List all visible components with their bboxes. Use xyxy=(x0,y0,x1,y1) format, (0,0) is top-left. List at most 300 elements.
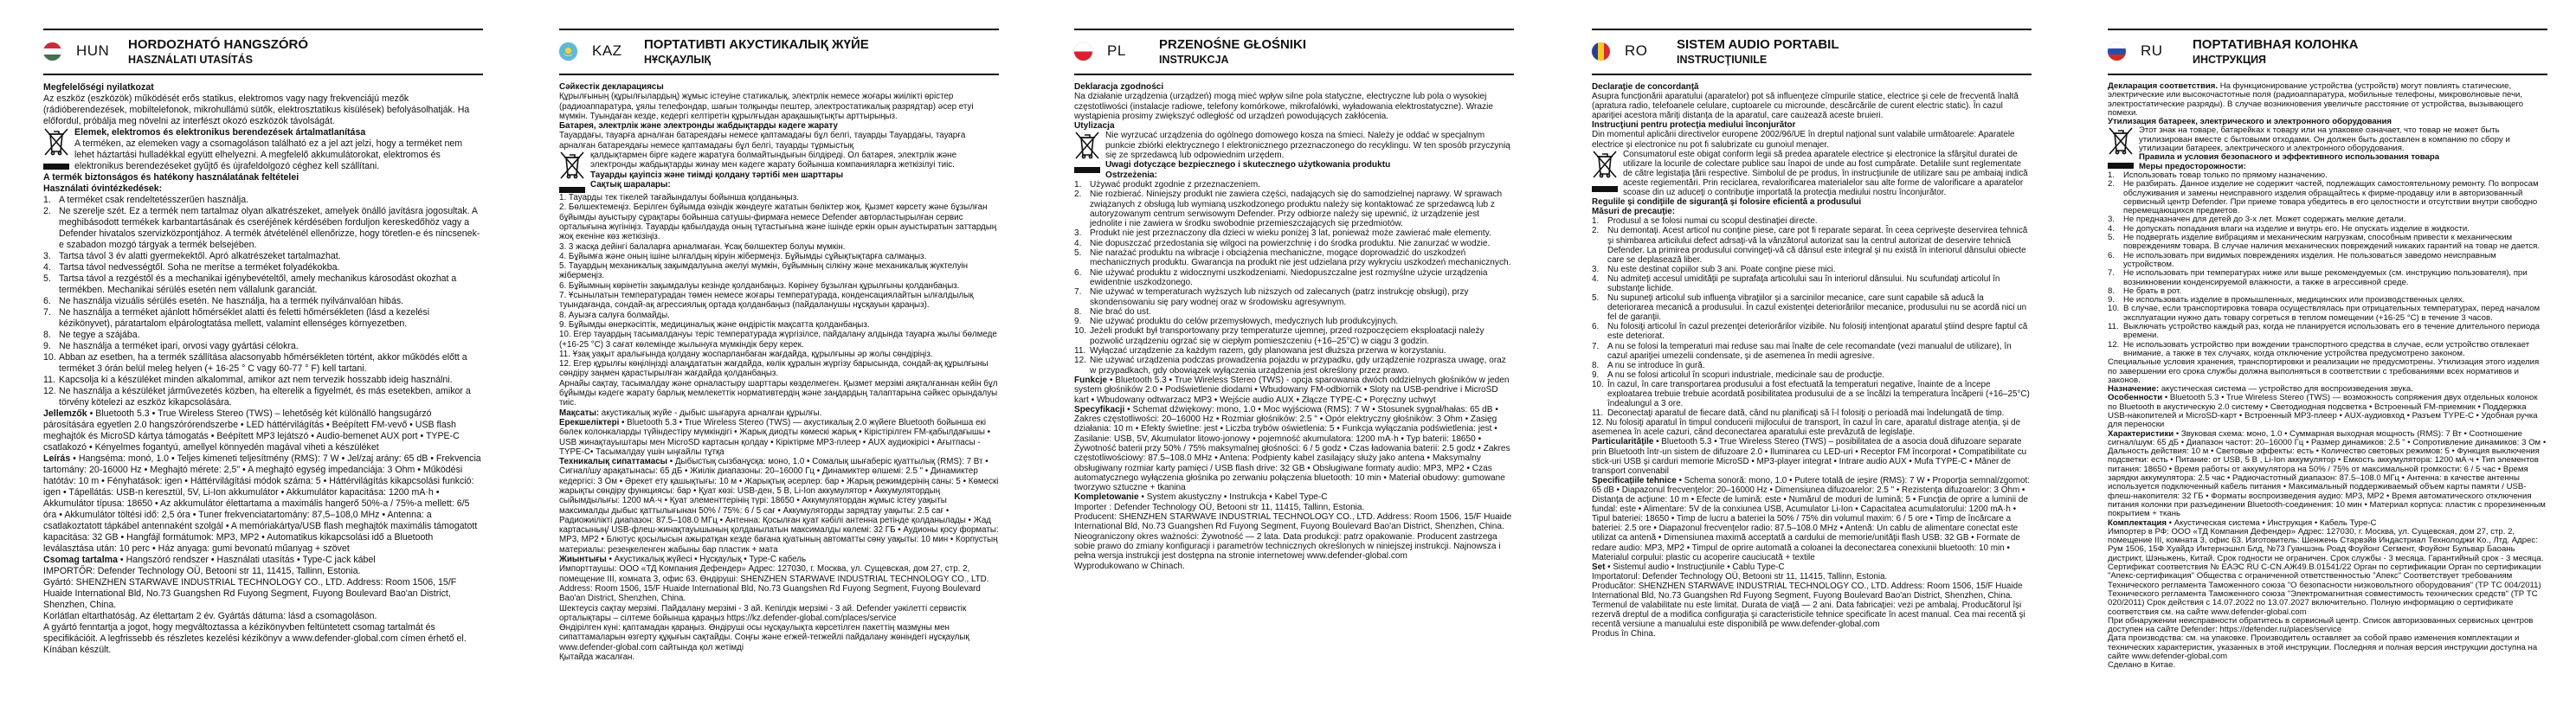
list-text: Produsul a se folosi numai cu scopul destinaţiei directe. xyxy=(1607,216,1818,227)
list-number: 4. xyxy=(2108,223,2116,234)
disposal-text xyxy=(1105,131,1514,179)
list-item xyxy=(1592,370,2032,380)
list-text: Tartsa távol nedvességtől. Soha ne merítse a terméket folyadékokba. xyxy=(59,262,340,273)
paragraph-text: Тауардағы, тауарға арналған батареядағы немесе қаптамадағы бұл белгі, тауарды Тауардағы, тауарға арналған батареядағы немесе қаптамадағы бұл белгі, тауарды тұрмыстық xyxy=(559,131,966,151)
disposal-text xyxy=(1623,150,2032,197)
paragraph xyxy=(559,457,999,555)
list-text: Nu admiteţi accesul umidităţii pe suprafaţa articolului sau în interiorul dânsului. Nu scufundaţi articolul în substanţe lichide. xyxy=(1607,273,2000,293)
list-item xyxy=(1074,356,1514,376)
paragraph-text: • Bluetooth 5.3 • True Wireless Stereo (TWS) - opcja sparowania dwóch oddzielnych głośników w jeden system głośników 2.0 • Podświetlenie diodami • Wbudowany FM-odbiornik • Sloty na USB-pendrive i MicroSD kart • Wbudowany odtwarzacz MP3 • Wejście audio AUX • Złącze TYPE-C • Poręczny uchwyt xyxy=(1074,375,1510,405)
paragraph xyxy=(559,330,999,350)
list-item xyxy=(1592,226,2032,264)
list-text: Не использовать изделие в промышленных, медицинских или производственных целях. xyxy=(2123,295,2465,305)
list-item xyxy=(43,352,483,375)
list-text: A nu se introduce în gură. xyxy=(1607,360,1705,370)
list-text: Abban az esetben, ha a termék szállítása alacsonyabb hőmérsékleten történt, akkor működés előtt a terméket 3 órán belül meleg helyen (+ 16-25 ° C vagy 60-77 ° F) kell tartani. xyxy=(59,352,467,374)
list-number: 4. xyxy=(43,262,51,273)
header-rule-top xyxy=(1592,29,2032,30)
list-text: Не подвергать изделие вибрациям и механическим нагрузкам, способным привести к механическим повреждениям товара. В случае наличия механических повреждений никаких гарантий на товар не дается. xyxy=(2123,233,2541,252)
list-number: 8. xyxy=(1074,306,1082,317)
list-item xyxy=(1074,190,1514,228)
paragraph-label: Жиынтығы xyxy=(559,555,607,565)
paragraph xyxy=(43,408,483,453)
weee-crossed-bin-icon xyxy=(559,151,590,193)
section-heading: Меры предосторожности: xyxy=(2139,161,2246,171)
list-text: Tartsa távol a rezgéstől és a mechanikai igénybevételtől, amely mechanikus károsodást okozhat a termékben. Mechanikai sérülés esetén nem vállalunk garanciát. xyxy=(59,273,457,295)
paragraph-text: Korlátlan eltarthatóság. Az élettartam 2 év. Gyártás dátuma: lásd a csomagoláson. xyxy=(43,611,377,621)
paragraph-text: На функционирование устройства (устройств) могут повлиять статические, электрические или высокочастотные поля (радиоаппаратура, мобильные телефоны, микроволновые печи, электростатические разряды). В случае возникновения увеличьте расстояние от устройства, вызывающего помехи. xyxy=(2108,81,2524,118)
paragraph xyxy=(1074,562,1514,571)
section-header xyxy=(2108,0,2547,76)
list-item xyxy=(43,386,483,408)
section-heading: Instrucţiuni pentru protecţia mediului înconjurător xyxy=(1592,120,1796,131)
header-rule-bottom xyxy=(559,74,999,75)
list-item xyxy=(1074,239,1514,248)
paragraph xyxy=(559,350,999,359)
list-number: 11. xyxy=(2108,322,2119,332)
list-number: 12. xyxy=(1074,356,1087,366)
disposal-notice xyxy=(559,151,999,193)
paragraph xyxy=(2108,661,2547,670)
paragraph-text: Импорттаушы: ООО «ТД Компания Дефендер» Адрес: 127030, г. Москва, ул. Сущевская, дом 27, стр. 2, помещение III, комната 3, офис 63. Өндіруші: SHENZHEN STARWAVE INDUSTRIAL TECHNOLOGY CO., LTD. Address: Room 1506, 15/F Huaide International Bld, No.73 Guangshen Rd Fuyong Segment, Fuyong Boulevard Bao'an District, Shenzhen, China. xyxy=(559,564,989,604)
list-text: Не использовать при видимых повреждениях изделия. Не пользоваться заведомо неисправным устройством. xyxy=(2123,250,2496,269)
paragraph xyxy=(2108,358,2547,385)
paragraph xyxy=(559,291,999,311)
manual-subtitle: INSTRUKCJA xyxy=(1159,54,1229,66)
paragraph xyxy=(1592,629,2032,639)
list-number: 1. xyxy=(2108,170,2116,180)
paragraph-text: Қытайда жасалған. xyxy=(559,652,635,663)
paragraph-text: • Hangséma: monó, 1.0 • Teljes kimeneti teljesítmény (RMS): 7 W • Jel/zaj arány: 65 dB • Frekvencia tartomány: 20-16000 Hz • Meghajtó mérete: 2,5" • A meghajtó egység impedanciája: 3 Ohm • Működési hatótáv: 10 m • Fényhatások: igen • Háttérvilágítási módok száma: 5 • Háttérvilágítás kikapcsolási funkció: igen • Tápellátás: USB-n keresztül, 5V, Li-Ion akkumulátor • Akkumulátor kapacitása: 1200 mA·h • Akkumulátor típusa: 18650 • Az akkumulátor élettartama a maximális hangerő 50%-a / 75%-a mellett: 6/5 óra • Akkumulátor töltési idő: 2,5 óra • Tuner frekvenciatartomány: 87,5–108,0 MHz • Antenna: a csatlakoztatott tápkábel antennaként szolgál • A memóriakártya/USB flash meghajtók maximális támogatott kapacitása: 32 GB • Hangfájl formátumok: MP3, MP2 • Automatikus kikapcsolási idő a Bluetooth leválasztása után: 10 perc • Ház anyaga: gumi bevonatú műanyag + szövet xyxy=(43,453,481,554)
paragraph-text: • Акустикалық жүйесі • Нұсқаулық • Type-C кабель xyxy=(606,555,807,565)
list-text: Не использовать при температурах ниже или выше рекомендуемых (см. инструкцию пользователя), при возникновении конденсируемой влажности, а также в агрессивной среде. xyxy=(2123,268,2528,287)
paragraph-text: Дата производства: см. на упаковке. Производитель оставляет за собой право изменения комплектации и технических характеристик, указанных в этой инструкции. Последняя и полная версия инструкции доступна на сайте www.defender-global.com xyxy=(2108,633,2538,661)
list-item xyxy=(1592,380,2032,408)
paragraph-text: Nieograniczony okres ważności: Żywotność — 2 lata. Data produkcji: patrz opakowanie. Producent zastrzega sobie prawo do zmiany konfiguracji i parametrów technicznych określonych w niniejszej instrukcji. Najnowsza i pełna wersja instrukcji jest dostępna na stronie internetowej www.defender-global.com xyxy=(1074,531,1501,562)
paragraph xyxy=(1592,418,2032,437)
list-item xyxy=(43,206,483,251)
paragraph-label: Назначение: xyxy=(2108,384,2160,395)
paragraph-label: Specyfikacji xyxy=(1074,404,1125,414)
hun-flag-icon xyxy=(43,42,61,61)
list-number: 3. xyxy=(1074,228,1082,239)
list-item xyxy=(43,296,483,307)
paragraph-label: Мақсаты: xyxy=(559,408,600,418)
list-item xyxy=(43,273,483,296)
list-number: 11. xyxy=(1592,408,1603,419)
header-rule-top xyxy=(1074,29,1514,30)
list-text: Nie używać produktu do celów przemysłowych, medycznych lub produkcyjnych. xyxy=(1090,317,1399,327)
paragraph xyxy=(559,261,999,281)
paragraph-label: Set xyxy=(1592,562,1606,572)
paragraph xyxy=(1592,562,2032,572)
paragraph-text: 5. Тауардың механикалық зақымдалуына әкелуі мүмкін, бұйымның сілкіну және механикалық жүктелуін жібермеңіз. xyxy=(559,261,969,281)
list-item xyxy=(1592,408,2032,418)
list-text: Wyłączać urządzenie za każdym razem, gdy planowana jest dłuższa przerwa w korzystaniu. xyxy=(1090,346,1446,357)
ro-flag-icon xyxy=(1592,42,1610,61)
list-number: 4. xyxy=(1592,273,1600,284)
list-number: 8. xyxy=(2108,286,2116,296)
paragraph-text: Producent: SHENZHEN STARWAVE INDUSTRIAL TECHNOLOGY CO., LTD. Address: Room 1506, 15/F Huaide International Bld, No.73 Guangshen Rd Fuyong Segment, Fuyong Boulevard Bao'an District, Shenzhen, China. xyxy=(1074,512,1512,532)
pl-flag-icon xyxy=(1074,42,1092,61)
list-text: Не брать в рот. xyxy=(2123,286,2182,296)
header-rule-top xyxy=(2108,29,2547,30)
list-number: 6. xyxy=(2108,250,2116,260)
list-item xyxy=(43,341,483,352)
section-heading: Утилизация батареек, электрического и электронного оборудования xyxy=(2108,117,2392,127)
paragraph-label: Декларация соответствия. xyxy=(2108,81,2219,91)
paragraph-label: Kompletowanie xyxy=(1074,492,1139,503)
list-number: 1. xyxy=(1592,216,1600,227)
list-item xyxy=(2108,323,2547,341)
paragraph-text: • Sistemul audio • Instrucţiunile • Cablu Type-C xyxy=(1605,562,1785,572)
list-text: Nie rozbierać. Niniejszy produkt nie zawiera części, nadających się do samodzielnej naprawy. W sprawach związanych z obsługą lub wymianą uszkodzonego produktu należy się kontaktować ze sprzedawcą lub z autoryzowanym centrum serwisowym Defender. Przy odbiorze należy się upewnić, iż urządzenie jest jednolite i nie zawiera w środku swobodnie przemieszczających się przedmiotów. xyxy=(1090,190,1503,229)
list-text: Ne használja a terméket ipari, orvosi vagy gyártási célokra. xyxy=(59,341,299,351)
paragraph xyxy=(1074,512,1514,532)
paragraph-text: • Bluetooth 5.3 • True Wireless Stereo (TWS) — акустикалық 2.0 жүйеге Bluetooth бойынша екі бөлек колонкаларды түйіндестіру мүмкіндігі • Жарық диодты көмескі жарық • Кірістірілген FM-қабылдағышы • USB жинақтауыштары мен MicroSD картасын қолдау • Кіріктірме MP3-плеер • AUX аудиокірісі • Ағытпасы - TYPE-C• Тасымалдау үшін ыңғайлы тұтқа xyxy=(559,417,991,457)
paragraph xyxy=(43,93,483,127)
disposal-notice xyxy=(2108,126,2547,170)
language-code: RU xyxy=(2141,42,2163,59)
paragraph-text: 7. Ұсынылатын температурадан төмен немесе жоғары температурада, конденсациялайтын ылғалдылық туындағанда, сондай-ақ агрессиялық ортада қолданбаңыз (пайдаланушы нұсқауын қараңыз). xyxy=(559,291,974,311)
weee-crossed-bin-icon xyxy=(2108,126,2139,170)
paragraph xyxy=(1074,532,1514,562)
section-heading: A termék biztonságos és hatékony használatának feltételei xyxy=(43,172,299,183)
paragraph xyxy=(559,408,999,418)
paragraph-text: Asupra funcţionării aparatului (aparatelor) pot să influenţeze cîmpurile statice, electrice şi cele de frecventă înaltă (apratura radio, telefoanele celulare, cuptoarele cu microunde, descărcările de curent electric static). În cazul apariţiei acestora măriţi distanţa de la aparatul, care cauzează aceste bruieri. xyxy=(1592,92,2019,121)
section-heading: Regulile şi condiţiile de siguranţă şi folosire eficientă a produsului xyxy=(1592,197,1862,208)
paragraph xyxy=(2108,394,2547,429)
language-section-hun xyxy=(43,0,483,655)
paragraph-text: • Акустическая система • Инструкция • Кабель Type-C xyxy=(2167,517,2377,528)
paragraph-text: Сертификат соответствия № ЕАЭС RU C-CN.АЖ49.В.01541/22 Орган по сертификации Орган по сертификации "Апекс-сертификация" Общества с ограниченной ответственностью "Апекс" Соответствует требованиям Технического регламента Таможенного союза "О безопасности низковольтного оборудования" (ТР ТС 004/2011) Технического регламента Таможенного союза "Электромагнитная совместимость технических средств" (ТР ТС 020/2011) Срок действия с 14.07.2022 по 13.07.2027 включительно. Полную информацию о сертификате соответствия см. на сайте www.defender-global.com xyxy=(2108,562,2541,617)
list-text: Nie brać do ust. xyxy=(1090,306,1151,317)
disposal-text xyxy=(74,127,483,172)
paragraph-text: A gyártó fenntartja a jogot, hogy megváltoztassa a kézikönyvben feltüntetett csomag tartalmát és specifikációit. A legfrissebb és részletes kezelési kézikönyv a www.defender-global.com címen érhető el. Kínában készült. xyxy=(43,622,467,655)
weee-bar xyxy=(1074,167,1100,173)
list-number: 9. xyxy=(2108,295,2116,305)
paragraph-text: 1. Тауарды тек тікелей тағайындалуы бойынша қолданыңыз. xyxy=(559,193,799,203)
section-heading: Правила и условия безопасного и эффективного использования товара xyxy=(2139,152,2440,163)
list-number: 10. xyxy=(43,352,56,363)
paragraph xyxy=(559,193,999,202)
list-number: 6. xyxy=(1592,322,1600,332)
list-text: Ne szerelje szét. Ez a termék nem tartalmaz olyan alkatrészeket, amelyek önálló javításra jogosultak. A meghibásodott termékek karbantartásának és cseréjének kérdésében forduljon kereskedőhöz vagy a Defender hivatalos szervizközpontjához. A termék átvételénél ellenőrizze, hogy töretlen-e és nincsenek-e szabadon mozgó tárgyak a termék belsejében. xyxy=(59,206,480,250)
list-number: 12. xyxy=(43,386,56,396)
disposal-body: A terméken, az elemeken vagy a csomagoláson található ez a jel azt jelzi, hogy a terméket nem lehet háztartási hulladékkal együtt elhelyezni. A megfelelő akkumulátorokat, elektromos és elektronikus berendezéseket gyűjtő és újrafeldolgozó céghez kell szállítani. xyxy=(74,138,463,171)
paragraph-label: Particularităţile xyxy=(1592,437,1654,447)
product-title: ПОРТАТИВТІ АКУСТИКАЛЫҚ ЖҮЙЕ xyxy=(644,37,869,52)
language-section-pl xyxy=(1074,0,1514,571)
list-number: 10. xyxy=(2108,304,2120,314)
list-text: Deconectaţi aparatul de fiecare dată, când nu planificaţi să î-l folosiţi o perioadă mai îndelungată de timp. xyxy=(1607,408,2005,419)
paragraph-text: Az eszköz (eszközök) működését erős statikus, elektromos vagy nagy frekvenciájú mezők (rádióberendezések, mobiltelefonok, mikrohullámú sütők, elektrosztatikus kisülések) befolyásolhatják. Ha előfordul, próbálja meg növelni az interfészt okozó eszközök távolságát. xyxy=(43,93,470,126)
paragraph xyxy=(559,252,999,261)
disposal-body: қалдықтармен бірге кәдеге жаратуға болмайтындығын білдіреді. Ол батарея, электрлік және электронды жабдықтарды жинау мен кәдеге жарату бойынша компанияларға жеткізілуі тиіс. xyxy=(590,151,957,170)
header-rule-top xyxy=(43,29,483,30)
list-item xyxy=(43,195,483,206)
list-text: A nu se folosi articolul în scopuri industriale, medicinale sau de producţie. xyxy=(1607,369,1885,380)
section-heading: Uwagi dotyczące bezpiecznego i skutecznego użytkowania produktu xyxy=(1105,160,1391,170)
paragraph-label: Jellemzők xyxy=(43,408,87,419)
paragraph-text: 4. Бұйымға және оның ішіне ылғалдың кіруін жібермеңіз. Бұйымды сұйықтықтарға салмаңыз. xyxy=(559,251,927,261)
list-text: Не использовать устройство при вождении транспортного средства в случае, если устройство отвлекает внимание, а также в тех случаях, когда отключение устройства предусмотрено законом. xyxy=(2123,339,2530,358)
paragraph-text: 12. Егер құрылғы көңіліңізді алаңдататын жағдайда, көлік құралын жүргізу барысында, сондай-ақ құрылғыны сөндіру заңмен қарастырылған жағдайда қолданбаңыз. xyxy=(559,359,989,379)
section-header xyxy=(559,0,999,76)
paragraph xyxy=(559,379,999,408)
manual-subtitle: HASZNÁLATI UTASÍTÁS xyxy=(128,54,253,66)
list-item xyxy=(2108,305,2547,323)
paragraph-label: Ерекшеліктері xyxy=(559,417,620,427)
list-number: 2. xyxy=(1592,226,1600,236)
paragraph xyxy=(1074,405,1514,493)
list-text: În cazul, în care transportarea produsului a fost efectuată la temperaturi negative, înainte de a începe exploatarea trebuie trebuie acordată posibilitatea produsului de a se încălzi la temperatura încăperii (+16–25°C) îndealungul a 3 ore. xyxy=(1607,379,2030,409)
paragraph-text: Сделано в Китае. xyxy=(2108,660,2176,671)
paragraph-text: 2. Бөлшектемеңіз. Берілген бұйымда өзіндік жөндеуге жататын бөліктер жоқ. Қызмет көрсету және бұзылған бұйымды ауыстыру сұрақтары бойынша сатушы-фирмаға немесе Defender авторластырылған сервис орталығына жүгініңіз. Тауарды қабылдауда оның тұтастығына және ішінде еркін орын ауыстыратын заттардың жоқ екеніне көз жеткізіңіз. xyxy=(559,202,997,242)
list-text: Не предназначен для детей до 3-х лет. Может содержать мелкие детали. xyxy=(2123,215,2406,225)
paragraph xyxy=(2108,563,2547,617)
list-item xyxy=(43,307,483,330)
paragraph-text: Құрылғының (құрылғылардың) жұмыс істеуіне статикалық, электрлік немесе жоғары жиілікті өрістер (радиоаппаратура, ұялы телефондар, шағын толқынды пештер, электростатикалық разрядтар) әсер етуі мүмкін. Туындаған кезде, кедергі келтіретін құрылғыдан арақашықтықты арттырыңыз. xyxy=(559,92,974,121)
paragraph xyxy=(559,604,999,624)
paragraph-text: 12. Nu folosiţi aparatul în timpul conducerii mijlocului de transport, în cazul în care, aparatul distrage atenţia, şi de asemenea în acele cazuri, când deconectarea aparatului este prevăzută de legislaţie. xyxy=(1592,418,2021,438)
section-heading: Сәйкестік декларациясы xyxy=(559,82,664,92)
list-text: Nu folosiţi articolul în cazul prezenţei deteriorărilor vizibile. Nu folosiţi intenţionat aparatul ştiind despre faptul că este deteriorat. xyxy=(1607,322,2028,342)
list-item xyxy=(1592,342,2032,361)
section-heading: Használati óvintézkedések: xyxy=(43,183,163,194)
paragraph xyxy=(559,418,999,457)
paragraph xyxy=(559,131,999,151)
list-item xyxy=(1074,180,1514,190)
section-body xyxy=(1592,82,2032,639)
paragraph-text: Өндірілген күні: қаптамадан қараңыз. Өндіруші осы нұсқаулықта көрсетілген пакеттің мазмұны мен сипаттамаларын өзгерту құқығын сақтайды. Соңғы және егжей-тегжейлі пайдалану жөніндегі нұсқаулық www.defender-global.com сайтында қол жетімді xyxy=(559,623,969,652)
list-text: Ne tegye a szájába. xyxy=(59,330,140,340)
list-text: Używać produkt zgodnie z przeznaczeniem. xyxy=(1090,179,1260,190)
section-heading: Ostrzeżenia: xyxy=(1105,170,1158,180)
list-number: 9. xyxy=(1592,369,1600,380)
list-item xyxy=(1074,317,1514,326)
list-number: 3. xyxy=(2108,215,2116,225)
list-number: 7. xyxy=(43,307,51,318)
list-item xyxy=(43,251,483,262)
paragraph xyxy=(1074,376,1514,405)
paragraph xyxy=(559,623,999,652)
paragraph xyxy=(2108,430,2547,519)
list-item xyxy=(1074,287,1514,307)
list-item xyxy=(2108,341,2547,359)
paragraph-text: • Дыбыстық сызбанұсқа: моно, 1.0 • Сомалық шығаберіс қуаттылық (RMS): 7 Вт • Сигнал/шу арақатынасы: 65 дБ • Жиілік диапазоны: 20–16000 Гц • Динамиктер өлшемі: 2.5 " • Динамиктер кедергісі: 3 Ом • Әрекет ету қашықтығы: 10 м • Жарықтық әсерлер: бар • Жарық режимдерінің саны: 5 • Көмескі жарықты сөндіру функциясы: бар • Қуат көзі: USB-ден, 5 В, Li-Ion аккумулятор • Аккумулятордың сыйымдылығы: 1200 мА·ч • Қуат элементтерінің түрі: 18650 • Аккумулятордан жұмыс істеу уақыты максималды дыбыс қаттылығынан 50% / 75%: 6 / 5 сағ • Аккумуляторды зарядтау уақыты: 2.5 сағ • Радиожиілікті диапазон: 87.5–108.0 МГц • Антенна: Қосылған қуат кәбілі антенна ретінде қолданылады • Жад картасының/ USB-флеш-жинақтауышының қолданылатын максималды көлемі: 32 ГБ • Аудионы қосу форматы: MP3, MP2 • Блютус қосылысын ажыратқан кезде бағана қуатының автоматты сөну уақыты: 10 мин • Корпустың материалы: резеңкеленген жабыны бар пластик + мата xyxy=(559,457,999,555)
paragraph xyxy=(1592,130,2032,149)
list-number: 8. xyxy=(43,330,51,340)
paragraph xyxy=(1592,572,2032,581)
paragraph xyxy=(559,311,999,320)
list-number: 9. xyxy=(1074,317,1082,327)
paragraph-text: • Bluetooth 5.3 • True Wireless Stereo (TWS) – posibilitatea de a asocia două difuzoare separate prin Bluetooth într-un sistem de difuzoare 2.0 • Iluminarea cu LED-uri • Receptor FM încorporat • Compatibilitate cu stick-uri USB şi carduri memorie MicroSD • MP3-player integrat • Intrare audio AUX • Mufa TYPE-C • Mâner de transport convenabil xyxy=(1592,437,2027,476)
list-text: Выключать устройство каждый раз, когда не планируется использовать его в течение длительного периода времени. xyxy=(2123,322,2540,341)
list-number: 1. xyxy=(1074,179,1082,190)
section-heading: Măsuri de precauţie: xyxy=(1592,207,1676,217)
product-title: PRZENOŚNE GŁOŚNIKI xyxy=(1159,37,1307,52)
paragraph-label: Funkcje xyxy=(1074,375,1108,385)
language-code: KAZ xyxy=(592,42,622,59)
list-item xyxy=(43,262,483,273)
list-number: 10. xyxy=(1074,326,1087,337)
paragraph-text: При обнаружении неисправности обратитесь в сервисный центр. Список авторизованных сервисных центров доступен на сайте Defender: https://defender.ru/places/service xyxy=(2108,615,2534,635)
disposal-text xyxy=(2139,126,2547,170)
paragraph-text: • Звуковая схема: моно, 1.0 • Суммарная выходная мощность (RMS): 7 Вт • Соотношение сигнал/шум: 65 дБ • Диапазон частот: 20–16000 Гц • Размер динамиков: 2.5 " • Сопротивление динамиков: 3 Ом • Дальность действия: 10 м • Световые эффекты: есть • Количество световых режимов: 5 • Функция выключения подсветки: есть • Питание: от USB, 5 В , Li-Ion аккумулятор • Емкость аккумулятора: 1200 мА·ч • Тип элементов питания: 18650 • Время работы от аккумулятора на 50% / 75% от максимальной громкости: 6 / 5 час • Время зарядки аккумулятора: 2.5 час • Радиочастотный диапазон: 87.5–108.0 МГц • Антенна: в качестве антенны используется подключенный кабель питания • Максимальный поддерживаемый объем карты памяти / USB-флеш-накопителя: 32 ГБ • Форматы воспроизведения аудио: MP3, MP2 • Время автоматического отключения питания колонки при разъединении Bluetooth-соединения: 10 мин • Материал корпуса: пластик с прорезиненным покрытием + ткань xyxy=(2108,428,2547,519)
section-body xyxy=(1074,82,1514,571)
section-heading: Deklaracja zgodności xyxy=(1074,82,1164,92)
list-number: 5. xyxy=(1592,293,1600,304)
weee-bar xyxy=(43,164,69,170)
paragraph-text: Импортер в РФ: ООО «ТД Компания Дефендер» Адрес: 127030, г. Москва, ул. Сущевская, дом 27, стр. 2, помещение III, комната 3, офис 63. Изготовитель: Шенжень Старвэйв Индастриал Технолоджи Ко., Лтд. Адрес: Рум 1506, 15Ф Хуайдэ Интернэшнл Блд, №73 Гуаншэнь Роад Фоуйонг Сегмент, Фоуйонг Бульвар Баоань дистрикт, Шэньжень, Китай. Срок годности не ограничен. Срок службы - 3 месяца. Гарантийный срок - 3 месяца. xyxy=(2108,526,2544,563)
disposal-text xyxy=(590,151,999,193)
paragraph-text: 6. Бұйымның көрінетін зақымдалуы кезінде қолданбаңыз. Көрінеу бұзылған құрылғыны қолданбаңыз. xyxy=(559,280,960,291)
paragraph-text: Din momentul aplicării directivelor europene 2002/96/UE în dreptul naţional sunt valabile următoarele: Aparatele electrice şi electronice nu pot fi salubrizate cu gunoiul menajer. xyxy=(1592,130,2015,150)
list-number: 1. xyxy=(43,195,51,205)
product-title: SISTEM AUDIO PORTABIL xyxy=(1677,37,1839,52)
paragraph xyxy=(1592,437,2032,475)
paragraph xyxy=(1074,92,1514,121)
list-text: Ne használja a terméket ajánlott hőmérséklet alatti és feletti hőmérsékleten (lásd a kezelési kézikönyvet), páratartalom elpárologtatása mellett, valamint ellenséges környezetben. xyxy=(59,307,430,329)
paragraph xyxy=(559,242,999,252)
paragraph-label: Leírás xyxy=(43,453,71,464)
section-body xyxy=(2108,82,2547,671)
header-rule-bottom xyxy=(2108,74,2547,75)
list-number: 2. xyxy=(1074,190,1082,200)
paragraph xyxy=(1592,581,2032,601)
paragraph-text: Шектеусіз сақтау мерзімі. Пайдалану мерзімі - 3 ай. Кепілдік мерзімі - 3 ай. Defender уәкілетті сервистік орталықтары – сілтеме бойынша қараңыз https://kz.defender-global.com/places/service xyxy=(559,603,967,623)
list-number: 6. xyxy=(43,296,51,306)
paragraph xyxy=(43,611,483,622)
paragraph xyxy=(43,453,483,555)
section-header xyxy=(1592,0,2032,76)
paragraph-label: Характеристики xyxy=(2108,428,2174,439)
paragraph-label: Комплектация xyxy=(2108,517,2167,528)
list-number: 8. xyxy=(1592,360,1600,370)
list-item xyxy=(1074,326,1514,346)
manual-subtitle: INSTRUCŢIUNILE xyxy=(1677,54,1768,66)
list-item xyxy=(2108,234,2547,252)
list-text: A nu se folosi la temperaturi mai reduse sau mai înalte de cele recomandate (vezi manualul de utilizare), în cazul apariţiei umezelii condensate, şi de asemenea în medii agresive. xyxy=(1607,341,2012,361)
weee-bar xyxy=(559,187,585,193)
paragraph xyxy=(559,652,999,662)
kaz-flag-icon xyxy=(559,42,577,61)
paragraph xyxy=(43,622,483,656)
list-item xyxy=(1592,274,2032,293)
paragraph xyxy=(559,281,999,291)
language-code: RO xyxy=(1625,42,1648,59)
list-text: Nu supuneţi articolul sub influenţa vibraţiilor şi a sarcinilor mecanice, care sunt capabile să aducă la deteriorarea mecanică a produsului. În cazul existenţei deteriorărilor mecanice, produsului nu se acordă nici un fel de garanţii. xyxy=(1607,293,2027,323)
section-heading: Сақтық шаралары: xyxy=(590,179,671,190)
paragraph xyxy=(1592,476,2032,562)
section-body xyxy=(43,82,483,656)
weee-bar xyxy=(1592,186,1618,192)
paragraph-label: Особенности xyxy=(2108,393,2163,403)
list-text: Nie narażać produktu na wibracje i obciążenia mechaniczne, mogące doprowadzić do uszkodzeń mechanicznych produktu. Gwarancja na produkt nie jest udzielana przy wykryciu uszkodzeń mechanicznych. xyxy=(1090,248,1511,268)
weee-crossed-bin-icon xyxy=(43,127,74,172)
paragraph-text: • Hangszóró rendszer • Használati utasítás • Type-C jack kábel xyxy=(117,555,376,565)
list-number: 3. xyxy=(1592,264,1600,274)
list-item xyxy=(1074,268,1514,288)
list-number: 3. xyxy=(43,251,51,261)
list-text: Tartsa távol 3 év alatti gyermekektől. Apró alkatrészeket tartalmazhat. xyxy=(59,251,341,261)
paragraph-text: 8. Ауызға салуға болмайды. xyxy=(559,310,670,320)
list-text: Nu demontaţi. Acest articol nu conţine piese, care pot fi reparate separat. În ceea cepriveşte deservirea tehnică şi shimbarea articilului defect adrsaţi-vă la vânzătorul autorizat sau la centrul autorizat de deservire tehnică Defender. La primirea produsului convingeţi-vă că dânsul este integral şi nu există în interiorul dânsului obiecte care se deplasează liber. xyxy=(1607,226,2028,265)
list-item xyxy=(43,330,483,341)
disposal-notice xyxy=(1074,131,1514,179)
list-number: 7. xyxy=(1592,341,1600,351)
paragraph-text: Gyártó: SHENZHEN STARWAVE INDUSTRIAL TECHNOLOGY CO., LTD. Address: Room 1506, 15/F Huaide International Bld, No.73 Guangshen Rd Fuyong Segment, Fuyong Boulevard Bao'an District, Shenzhen, China. xyxy=(43,577,457,610)
paragraph xyxy=(1592,92,2032,120)
paragraph-text: Importatorul: Defender Technology OÜ, Betooni str 11, 11415, Tallinn, Estonia. xyxy=(1592,571,1888,581)
language-code: PL xyxy=(1107,42,1126,59)
section-header xyxy=(43,0,483,76)
paragraph xyxy=(559,202,999,241)
paragraph-text: • Bluetooth 5.3 • True Wireless Stereo (TWS) – lehetőség két különálló hangsugárzó párosítására egyetlen 2.0 hangszórórendszerbe • LED háttérvilágítás • Beépített FM-vevő • USB flash meghajtók és MicroSD kártya támogatás • Beépített MP3 lejátszó • Audio-bemenet AUX port • TYPE-C csatlakozó • Kényelmes fogantyú, amellyel könnyedén magával viheti a készüléket xyxy=(43,408,460,453)
manual-subtitle: НҰСҚАУЛЫҚ xyxy=(644,54,712,66)
disposal-body: Этот знак на товаре, батарейках к товару или на упаковке означает, что товар не может быть утилизирован вместе с бытовыми отходами. Он должен быть доставлен в компанию по сбору и утилизации батареек, электрического и электронного оборудования. xyxy=(2139,125,2510,154)
paragraph xyxy=(1074,503,1514,512)
section-heading: Батарея, электрлік және электронды жабдықтарды кәдеге жарату xyxy=(559,121,838,132)
list-number: 2. xyxy=(2108,179,2116,190)
language-section-ru xyxy=(2108,0,2547,671)
paragraph xyxy=(559,92,999,121)
list-number: 5. xyxy=(1074,248,1082,259)
paragraph-text: Wyprodukowano w Chinach. xyxy=(1074,561,1185,571)
header-rule-bottom xyxy=(43,74,483,75)
language-section-kaz xyxy=(559,0,999,663)
list-number: 5. xyxy=(2108,233,2116,243)
list-item xyxy=(1074,228,1514,238)
paragraph xyxy=(559,564,999,603)
list-item xyxy=(2108,180,2547,215)
paragraph-text: • Bluetooth 5.3 • True Wireless Stereo (TWS) — возможность сопряжения двух отдельных колонок по Bluetooth в акустическую 2.0 систему • Светодиодная подсветка • Встроенный FM-приемник • Поддержка USB-накопителей и MicroSD-карт • Встроенный MP3-плеер • AUX-аудиовход • Разъем TYPE-C • Удобная ручка для переноски xyxy=(2108,393,2538,430)
language-code: HUN xyxy=(76,42,110,59)
list-number: 4. xyxy=(1074,238,1082,248)
list-number: 2. xyxy=(43,206,51,216)
section-heading: Тауарды қауіпсіз және тиімді қолдану тәртібі мен шарттары xyxy=(590,170,844,180)
paragraph-text: Termenul de valabilitate nu este limitat. Durata de viaţă — 2 ani. Data fabricaţiei: vezi pe ambalaj. Producătorul îşi rezervă dreptul de a modifica configuraţia şi caracteristicile tehnice specificate în acest manual. Cea mai recentă şi recentă versiune a manualului este disponibilă pe www.defender-global.com xyxy=(1592,601,2025,630)
list-number: 11. xyxy=(1074,346,1086,357)
list-number: 5. xyxy=(43,273,51,284)
list-number: 6. xyxy=(1074,267,1082,278)
paragraph-text: Importer : Defender Technology OÜ, Betooni str 11, 11415, Tallinn, Estonia. xyxy=(1074,502,1365,512)
paragraph xyxy=(559,320,999,330)
list-item xyxy=(1592,322,2032,341)
list-text: Produkt nie jest przeznaczony dla dzieci w wieku poniżej 3 lat, ponieważ może zawierać małe elementy. xyxy=(1090,228,1491,239)
paragraph-text: 10. Егер тауардың тасымалдануы теріс температурада жүргізілсе, пайдалану алдында тауарға жылы бөлмеде (+16-25 °C) 3 сағат көлемінде жылынуға мүмкіндік беру керек. xyxy=(559,330,997,350)
list-number: 10. xyxy=(1592,379,1604,389)
weee-crossed-bin-icon xyxy=(1074,131,1105,179)
list-text: Jeżeli produkt był transportowany przy temperaturze ujemnej, przed rozpoczęciem eksploatacji należy pozwolić urządzeniu ogrzać się w ciepłym pomieszczeniu (+16–25°C) w ciągu 3 godzin. xyxy=(1090,326,1484,346)
list-item xyxy=(1074,346,1514,356)
paragraph xyxy=(2108,82,2547,118)
disposal-heading: Elemek, elektromos és elektronikus berendezések ártalmatlanítása xyxy=(74,127,366,138)
list-text: Использовать товар только по прямому назначению. xyxy=(2123,170,2328,180)
list-text: Nu este destinat copiilor sub 3 ani. Poate conţine piese mici. xyxy=(1607,264,1836,274)
paragraph xyxy=(43,566,483,577)
product-title: HORDOZHATÓ HANGSZÓRÓ xyxy=(128,37,309,52)
paragraph-label: Specificaţiile tehnice xyxy=(1592,475,1677,485)
paragraph xyxy=(43,577,483,611)
paragraph xyxy=(1592,601,2032,629)
list-number: 12. xyxy=(2108,339,2120,350)
list-text: Kapcsolja ki a készüléket minden alkalommal, amikor azt nem tervezik hosszabb ideig használni. xyxy=(59,375,453,385)
header-rule-bottom xyxy=(1074,74,1514,75)
paragraph-text: IMPORTŐR: Defender Technology OÜ, Betooni str 11, 11415, Tallinn, Estonia. xyxy=(43,566,361,576)
list-item xyxy=(2108,252,2547,270)
